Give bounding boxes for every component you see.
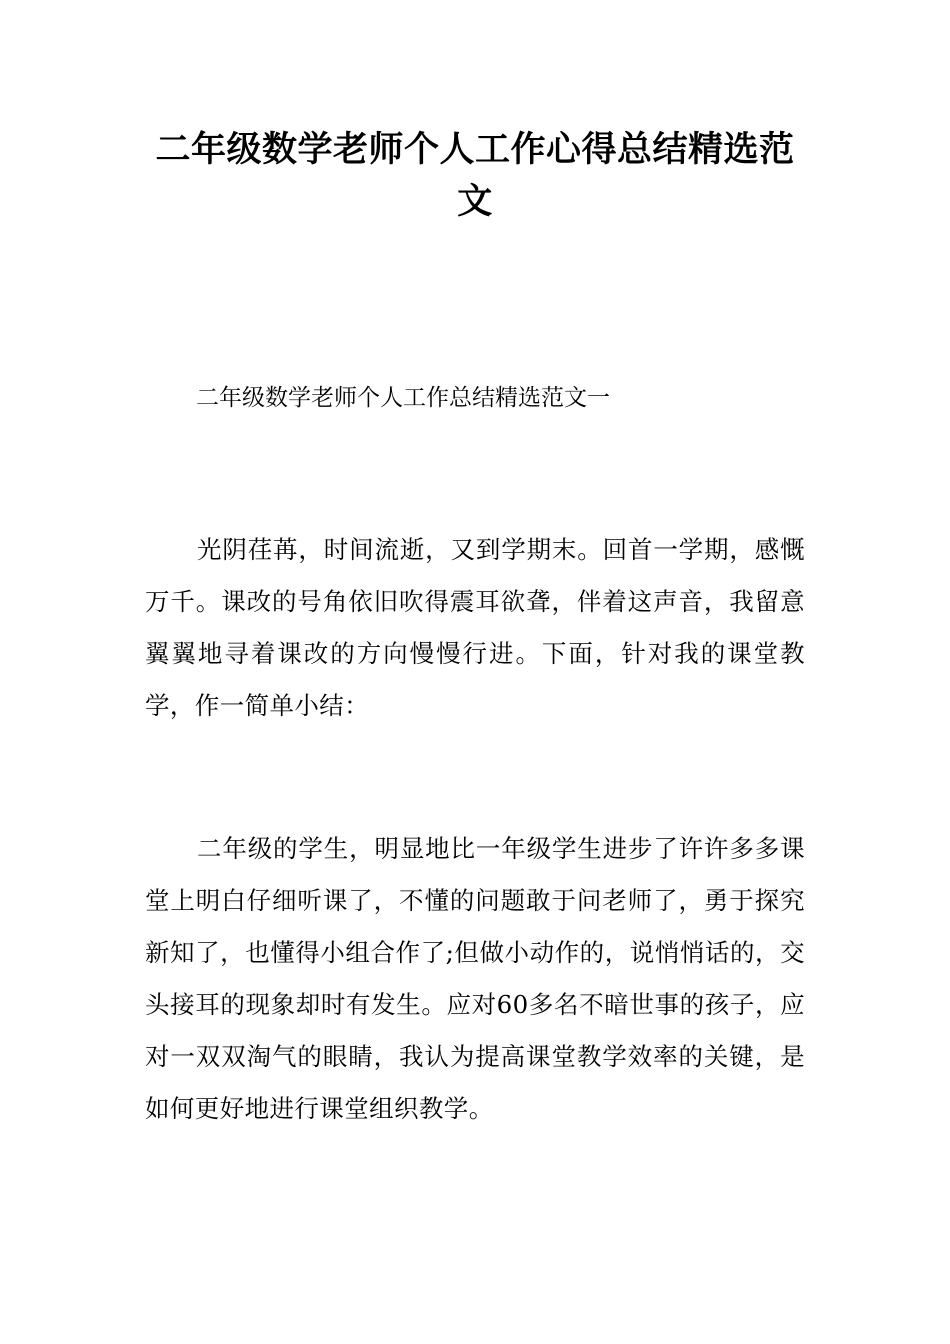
document-title: 二年级数学老师个人工作心得总结精选范文 <box>155 130 795 222</box>
paragraph-1: 光阴荏苒，时间流逝，又到学期末。回首一学期，感慨万千。课改的号角依旧吹得震耳欲聋，伴着这声音，我留意翼翼地寻着课改的方向慢慢行进。下面，针对我的课堂教学，作一简单小结： <box>145 535 805 720</box>
paragraph-2: 二年级的学生，明显地比一年级学生进步了许许多多课堂上明白仔细听课了，不懂的问题敢于问老师了，勇于探究新知了，也懂得小组合作了;但做小动作的，说悄悄话的，交头接耳的现象却时有发生。应对60多名不暗世事的孩子，应对一双双淘气的眼睛，我认为提高课堂教学效率的关键，是如何更好地进行课堂组织教学。 <box>145 834 805 1123</box>
section-heading: 二年级数学老师个人工作总结精选范文一 <box>196 385 610 411</box>
